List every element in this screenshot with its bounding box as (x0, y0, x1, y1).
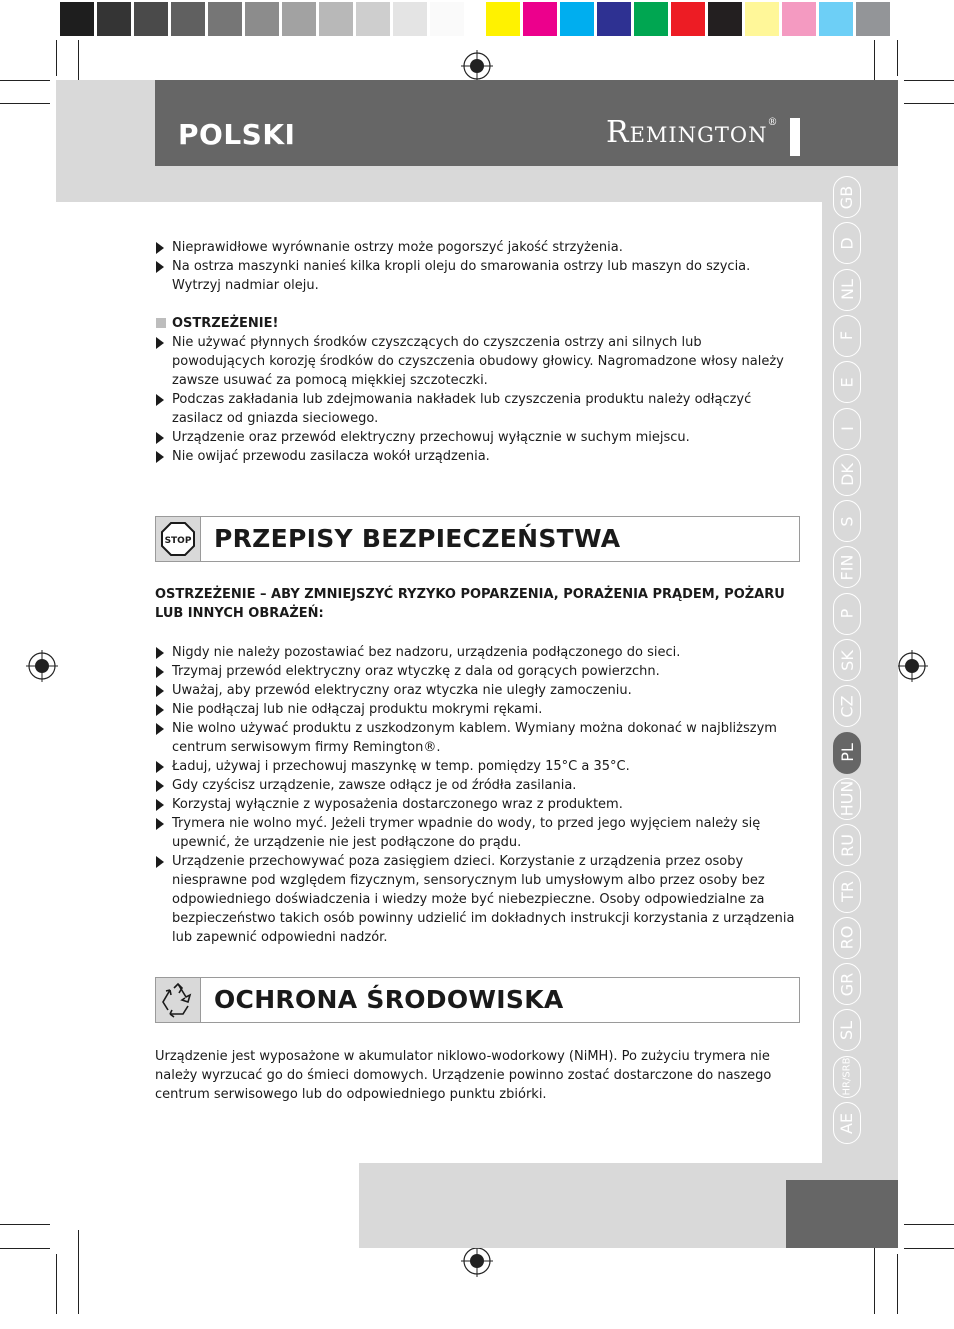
language-tab-label: GB (837, 185, 857, 209)
language-tab-label: CZ (837, 695, 857, 718)
color-swatch (523, 2, 557, 36)
warning-square-icon (156, 318, 166, 328)
language-tab-sl[interactable] (833, 1009, 861, 1051)
list-item: Uważaj, aby przewód elektryczny oraz wtyczka nie uległy zamoczeniu. (155, 681, 798, 700)
language-tab-label: I (837, 426, 857, 431)
color-swatch (208, 2, 242, 36)
safety-list (155, 643, 798, 947)
color-swatch (597, 2, 631, 36)
brand-logo: REMINGTON® (606, 115, 779, 150)
language-tab-hun[interactable] (833, 778, 861, 820)
color-swatch (486, 2, 520, 36)
language-tab-label: D (837, 237, 857, 250)
section-title: PRZEPISY BEZPIECZEŃSTWA (214, 524, 621, 553)
language-tab-gr[interactable] (833, 963, 861, 1005)
recycle-icon (156, 978, 201, 1022)
safety-warning-text: OSTRZEŻENIE – ABY ZMNIEJSZYĆ RYZYKO POPARZENIA, PORAŻENIA PRĄDEM, POŻARU LUB INNYCH OBRAŻEŃ: (155, 587, 785, 621)
list-item: Ładuj, używaj i przechowuj maszynkę w temp. pomiędzy 15°C a 35°C. (155, 757, 798, 776)
language-tab-nl[interactable] (833, 269, 861, 311)
language-tab-label: S (837, 516, 857, 527)
svg-text:STOP: STOP (164, 536, 192, 546)
language-tab-tr[interactable] (833, 871, 861, 913)
color-swatch (819, 2, 853, 36)
list-item: Na ostrza maszynki nanieś kilka kropli oleju do smarowania ostrzy lub maszyn do szycia. Wytrzyj nadmiar oleju. (155, 257, 798, 295)
language-tab-fin[interactable] (833, 546, 861, 588)
brand-bar (790, 118, 800, 156)
registration-target-icon (26, 650, 58, 682)
language-tab-label: PL (837, 743, 857, 762)
color-swatch (745, 2, 779, 36)
safety-section-header (155, 516, 800, 562)
list-item: Nieprawidłowe wyrównanie ostrzy może pogorszyć jakość strzyżenia. (155, 238, 798, 257)
list-item: Gdy czyścisz urządzenie, zawsze odłącz je od źródła zasilania. (155, 776, 798, 795)
color-swatch (634, 2, 668, 36)
color-swatch (245, 2, 279, 36)
color-swatch (560, 2, 594, 36)
language-tab-ru[interactable] (833, 824, 861, 866)
list-item: Podczas zakładania lub zdejmowania nakładek lub czyszczenia produktu należy odłączyć zasilacz od gniazda sieciowego. (155, 390, 798, 428)
warning-section (155, 314, 798, 466)
list-item: Nie podłączaj lub nie odłączaj produktu mokrymi rękami. (155, 700, 798, 719)
language-tab-f[interactable] (833, 315, 861, 357)
language-tab-label: AE (837, 1112, 857, 1134)
section-title: OCHRONA ŚRODOWISKA (214, 985, 564, 1014)
language-tab-hr-srb[interactable] (833, 1056, 861, 1098)
list-item: Trymera nie wolno myć. Jeżeli trymer wpadnie do wody, to przed jego wyjęciem należy się upewnić, że urządzenie nie jest podłączone do prądu. (155, 814, 798, 852)
language-tab-s[interactable] (833, 500, 861, 542)
color-swatch (671, 2, 705, 36)
page-title: POLSKI (178, 118, 296, 151)
language-tab-label: HUN (837, 781, 857, 817)
language-tab-label: TR (837, 881, 857, 902)
registration-target-icon (461, 1245, 493, 1277)
list-item: Nie używać płynnych środków czyszczących do czyszczenia ostrzy ani silnych lub powodujących korozję środków do czyszczenia obudowy głowicy. Nagromadzone włosy należy zawsze usuwać za pomocą miękkiej szczoteczki. (155, 333, 798, 390)
intro-section (155, 238, 798, 295)
stop-icon (156, 517, 201, 561)
warning-heading (155, 314, 798, 333)
list-item: Urządzenie przechowywać poza zasięgiem dzieci. Korzystanie z urządzenia przez osoby niesprawne pod względem fizycznym, sensorycznym lub umysłowym albo przez osoby bez odpowiedniego doświadczenia i wiedzy może być niebezpieczne. Osoby odpowiedzialne za bezpieczeństwo takich osób powinny udzielić im dokładnych instrukcji korzystania z urządzenia lub zapewnić odpowiedni nadzór. (155, 852, 798, 947)
language-tab-ae[interactable] (833, 1102, 861, 1144)
color-swatch (356, 2, 390, 36)
registration-target-icon (461, 50, 493, 82)
color-swatch (393, 2, 427, 36)
list-item: Nigdy nie należy pozostawiać bez nadzoru, urządzenia podłączonego do sieci. (155, 643, 798, 662)
language-tab-label: HR/SRB (841, 1057, 853, 1096)
language-tab-i[interactable] (833, 408, 861, 450)
language-tab-d[interactable] (833, 222, 861, 264)
language-tab-cz[interactable] (833, 685, 861, 727)
list-item: Urządzenie oraz przewód elektryczny przechowuj wyłącznie w suchym miejscu. (155, 428, 798, 447)
language-tab-gb[interactable] (833, 176, 861, 218)
color-swatch (97, 2, 131, 36)
color-swatch (134, 2, 168, 36)
language-tab-pl[interactable] (833, 732, 861, 774)
color-swatch (430, 2, 464, 36)
color-swatch (782, 2, 816, 36)
language-tab-label: SK (837, 649, 857, 671)
language-tab-e[interactable] (833, 361, 861, 403)
color-swatch (171, 2, 205, 36)
language-tab-label: DK (837, 463, 857, 487)
list-item: Nie owijać przewodu zasilacza wokół urządzenia. (155, 447, 798, 466)
color-swatch (319, 2, 353, 36)
language-tab-label: FIN (837, 554, 857, 581)
list-item: Nie wolno używać produktu z uszkodzonym kablem. Wymiany można dokonać w najbliższym centrum serwisowym firmy Remington®. (155, 719, 798, 757)
color-swatch (708, 2, 742, 36)
color-swatch (856, 2, 890, 36)
language-tab-sk[interactable] (833, 639, 861, 681)
warning-heading-text: OSTRZEŻENIE! (172, 316, 279, 331)
language-tab-label: E (837, 377, 857, 388)
environment-text: Urządzenie jest wyposażone w akumulator niklowo-wodorkowy (NiMH). Po zużyciu trymera nie należy wyrzucać go do śmieci domowych. Urządzenie powinno zostać dostarczone do naszego centrum serwisowego lub do odpowiedniego punktu zbiórki. (155, 1049, 772, 1102)
language-tab-label: RU (837, 833, 857, 857)
color-swatch (282, 2, 316, 36)
color-swatch (60, 2, 94, 36)
language-tab-label: GR (837, 972, 857, 996)
language-tab-dk[interactable] (833, 454, 861, 496)
language-tab-label: F (837, 331, 857, 341)
page-number-box (786, 1180, 898, 1248)
environment-section-header (155, 977, 800, 1023)
language-tab-label: NL (837, 279, 857, 301)
language-tab-label: SL (837, 1020, 857, 1040)
language-tab-label: RO (837, 925, 857, 950)
registration-target-icon (896, 650, 928, 682)
list-item: Trzymaj przewód elektryczny oraz wtyczkę z dala od gorących powierzchn. (155, 662, 798, 681)
language-tab-ro[interactable] (833, 917, 861, 959)
language-tab-p[interactable] (833, 593, 861, 635)
list-item: Korzystaj wyłącznie z wyposażenia dostarczonego wraz z produktem. (155, 795, 798, 814)
language-tab-label: P (837, 608, 857, 619)
